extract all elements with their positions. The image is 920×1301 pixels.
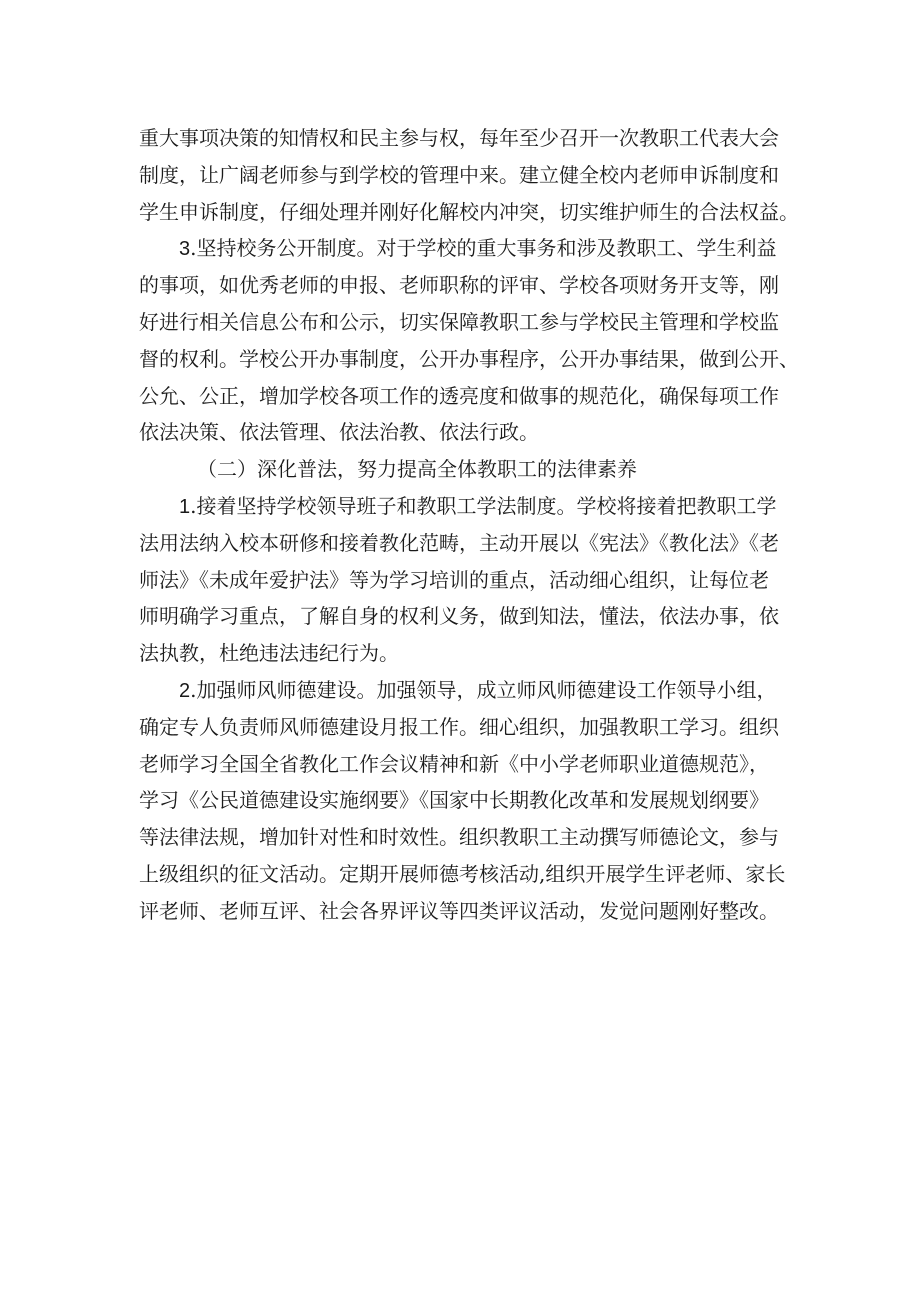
section-heading <box>139 451 799 488</box>
paragraph-item-2 <box>139 672 799 930</box>
item-number: 2 <box>179 679 191 702</box>
text-line: 上级组织的征文活动。定期开展师德考核活动,组织开展学生评老师、家长 <box>139 861 786 886</box>
text-line <box>139 230 799 267</box>
item-number: 3 <box>179 238 191 261</box>
text-line: 师法》《未成年爱护法》等为学习培训的重点，活动细心组织，让每位老 <box>139 567 769 592</box>
text-line: 老师学习全国全省教化工作会议精神和新《中小学老师职业道德规范》， <box>139 751 769 776</box>
text-line <box>139 488 799 525</box>
text-line: 学生申诉制度，仔细处理并刚好化解校内冲突，切实维护师生的合法权益。 <box>139 199 799 224</box>
heading-text: （二）深化普法，努力提高全体教职工的法律素养 <box>197 457 637 482</box>
text-line: 法用法纳入校本研修和接着教化范畴，主动开展以《宪法》《教化法》《老 <box>139 530 779 555</box>
text-line: 等法律法规，增加针对性和时效性。组织教职工主动撰写师德论文，参与 <box>139 825 779 850</box>
paragraph-item-3 <box>139 230 799 451</box>
text-line: 依法决策、依法管理、依法治教、依法行政。 <box>139 420 539 445</box>
text-line: 评老师、老师互评、社会各界评议等四类评议活动，发觉问题刚好整改。 <box>139 898 779 923</box>
item-first-line: .坚持校务公开制度。对于学校的重大事务和涉及教职工、学生利益 <box>190 236 777 261</box>
text-line <box>139 672 799 709</box>
item-first-line: .加强师风师德建设。加强领导，成立师风师德建设工作领导小组， <box>190 677 777 702</box>
text-line: 重大事项决策的知情权和民主参与权，每年至少召开一次教职工代表大会 <box>139 126 779 150</box>
text-line: 制度，让广阔老师参与到学校的管理中来。建立健全校内老师申诉制度和 <box>139 162 779 187</box>
text-line: 督的权利。学校公开办事制度，公开办事程序，公开办事结果，做到公开、 <box>139 346 799 371</box>
document-body <box>139 120 799 930</box>
text-line: 确定专人负责师风师德建设月报工作。细心组织，加强教职工学习。组织 <box>139 714 779 739</box>
item-first-line: .接着坚持学校领导班子和教职工学法制度。学校将接着把教职工学 <box>190 493 777 518</box>
text-line: 的事项，如优秀老师的申报、老师职称的评审、学校各项财务开支等，刚 <box>139 273 779 298</box>
paragraph-continued <box>139 120 799 230</box>
text-line: 师明确学习重点，了解自身的权利义务，做到知法，懂法，依法办事，依 <box>139 604 779 629</box>
item-number: 1 <box>179 495 191 518</box>
text-line: 学习《公民道德建设实施纲要》《国家中长期教化改革和发展规划纲要》 <box>139 788 769 813</box>
text-line: 好进行相关信息公布和公示，切实保障教职工参与学校民主管理和学校监 <box>139 309 779 334</box>
text-line: 法执教，杜绝违法违纪行为。 <box>139 641 399 666</box>
paragraph-item-1 <box>139 488 799 672</box>
text-line: 公允、公正，增加学校各项工作的透亮度和做事的规范化，确保每项工作 <box>139 383 779 408</box>
